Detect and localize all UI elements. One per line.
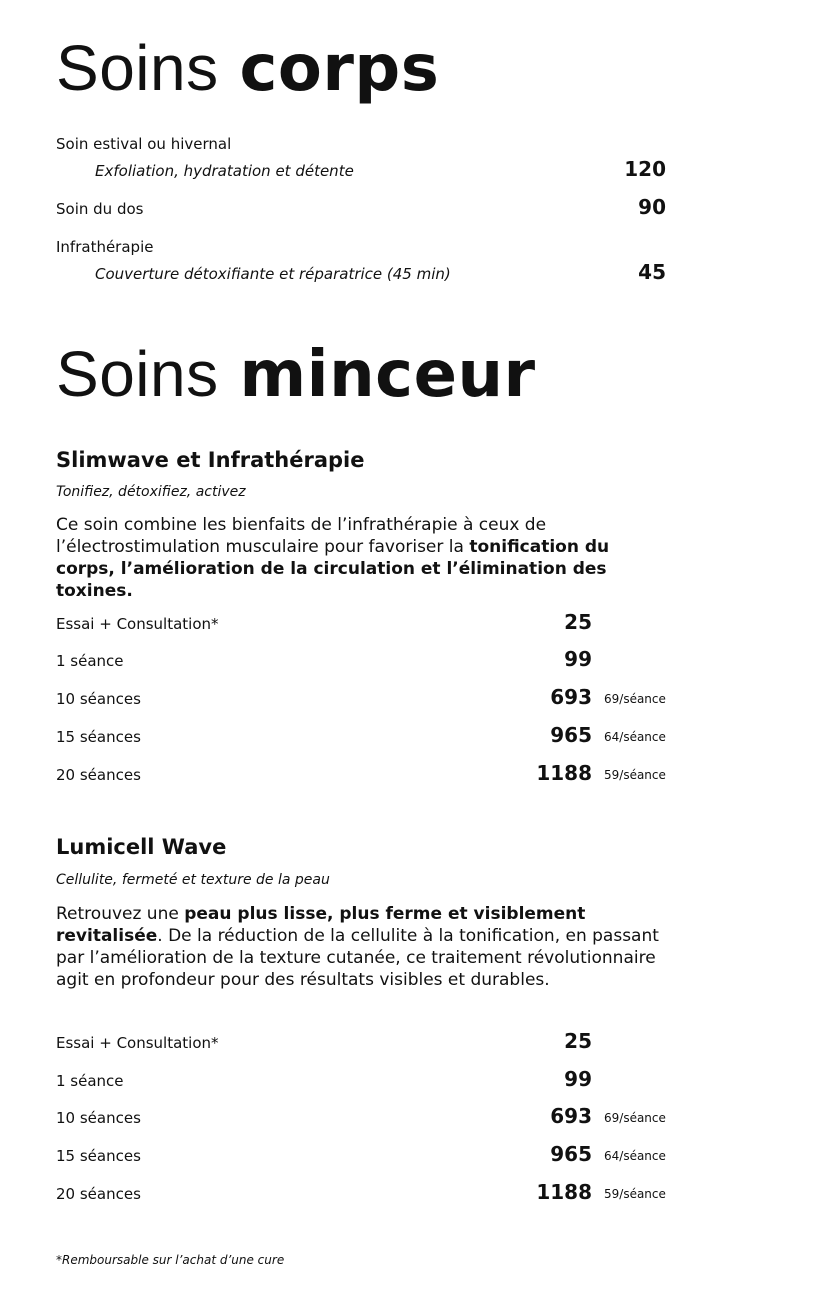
slimwave-price-label: 20 séances [56,766,141,784]
minceur-heading [56,338,536,412]
slimwave-desc-text: Ce soin combine les bienfaits de l’infrathérapie à ceux de l’électrostimulation musculaire pour favoriser la [56,515,547,557]
slimwave-price-label: 15 séances [56,728,141,746]
footnote: *Remboursable sur l’achat d’une cure [56,1253,285,1267]
lumicell-price-value: 25 [564,1029,592,1053]
lumicell-price-label: 20 séances [56,1185,141,1203]
slimwave-tagline: Tonifiez, détoxifiez, activez [56,484,246,500]
slimwave-price-value: 693 [550,685,592,709]
lumicell-price-per: 59/séance [604,1187,666,1201]
corps-item-name: Soin estival ou hivernal [56,135,232,153]
slimwave-price-value: 99 [564,647,592,671]
slimwave-price-label: 10 séances [56,690,141,708]
lumicell-description [56,903,666,991]
lumicell-price-value: 693 [550,1104,592,1128]
lumicell-desc-text: . De la réduction de la cellulite à la tonification, en passant par l’amélioration de la texture cutanée, ce traitement révolutionnaire agit en profondeur pour des résultats visibles et durables. [56,926,659,990]
slimwave-desc-bold: tonification du corps, l’amélioration de la circulation et l’élimination des toxines. [56,537,610,601]
lumicell-price-value: 1188 [536,1180,592,1204]
slimwave-price-per: 69/séance [604,692,666,706]
corps-heading-bold: corps [239,32,440,106]
lumicell-price-label: Essai + Consultation* [56,1034,219,1052]
lumicell-tagline: Cellulite, fermeté et texture de la peau [56,872,330,888]
lumicell-price-value: 965 [550,1142,592,1166]
minceur-heading-bold: minceur [239,338,536,412]
slimwave-price-value: 1188 [536,761,592,785]
minceur-heading-light: Soins [56,338,219,410]
slimwave-price-label: 1 séance [56,652,124,670]
lumicell-desc-text: Retrouvez une [56,904,185,924]
corps-item-detail: Couverture détoxifiante et réparatrice (45 min) [95,265,451,283]
lumicell-desc-bold: peau plus lisse, plus ferme et visiblement revitalisée [56,904,586,946]
lumicell-price-label: 10 séances [56,1109,141,1127]
lumicell-title: Lumicell Wave [56,835,227,859]
slimwave-price-label: Essai + Consultation* [56,615,219,633]
lumicell-price-per: 64/séance [604,1149,666,1163]
corps-item-name: Soin du dos [56,200,144,218]
lumicell-price-value: 99 [564,1067,592,1091]
corps-item-name: Infrathérapie [56,238,154,256]
lumicell-price-label: 15 séances [56,1147,141,1165]
corps-item-price: 45 [638,260,666,284]
lumicell-price-per: 69/séance [604,1111,666,1125]
slimwave-price-value: 25 [564,610,592,634]
corps-item-price: 120 [624,157,666,181]
lumicell-price-label: 1 séance [56,1072,124,1090]
corps-heading-light: Soins [56,32,219,104]
slimwave-price-value: 965 [550,723,592,747]
slimwave-price-per: 64/séance [604,730,666,744]
slimwave-description [56,514,666,602]
slimwave-price-per: 59/séance [604,768,666,782]
corps-item-detail: Exfoliation, hydratation et détente [95,162,354,180]
corps-heading [56,32,440,106]
slimwave-title: Slimwave et Infrathérapie [56,448,365,472]
corps-item-price: 90 [638,195,666,219]
